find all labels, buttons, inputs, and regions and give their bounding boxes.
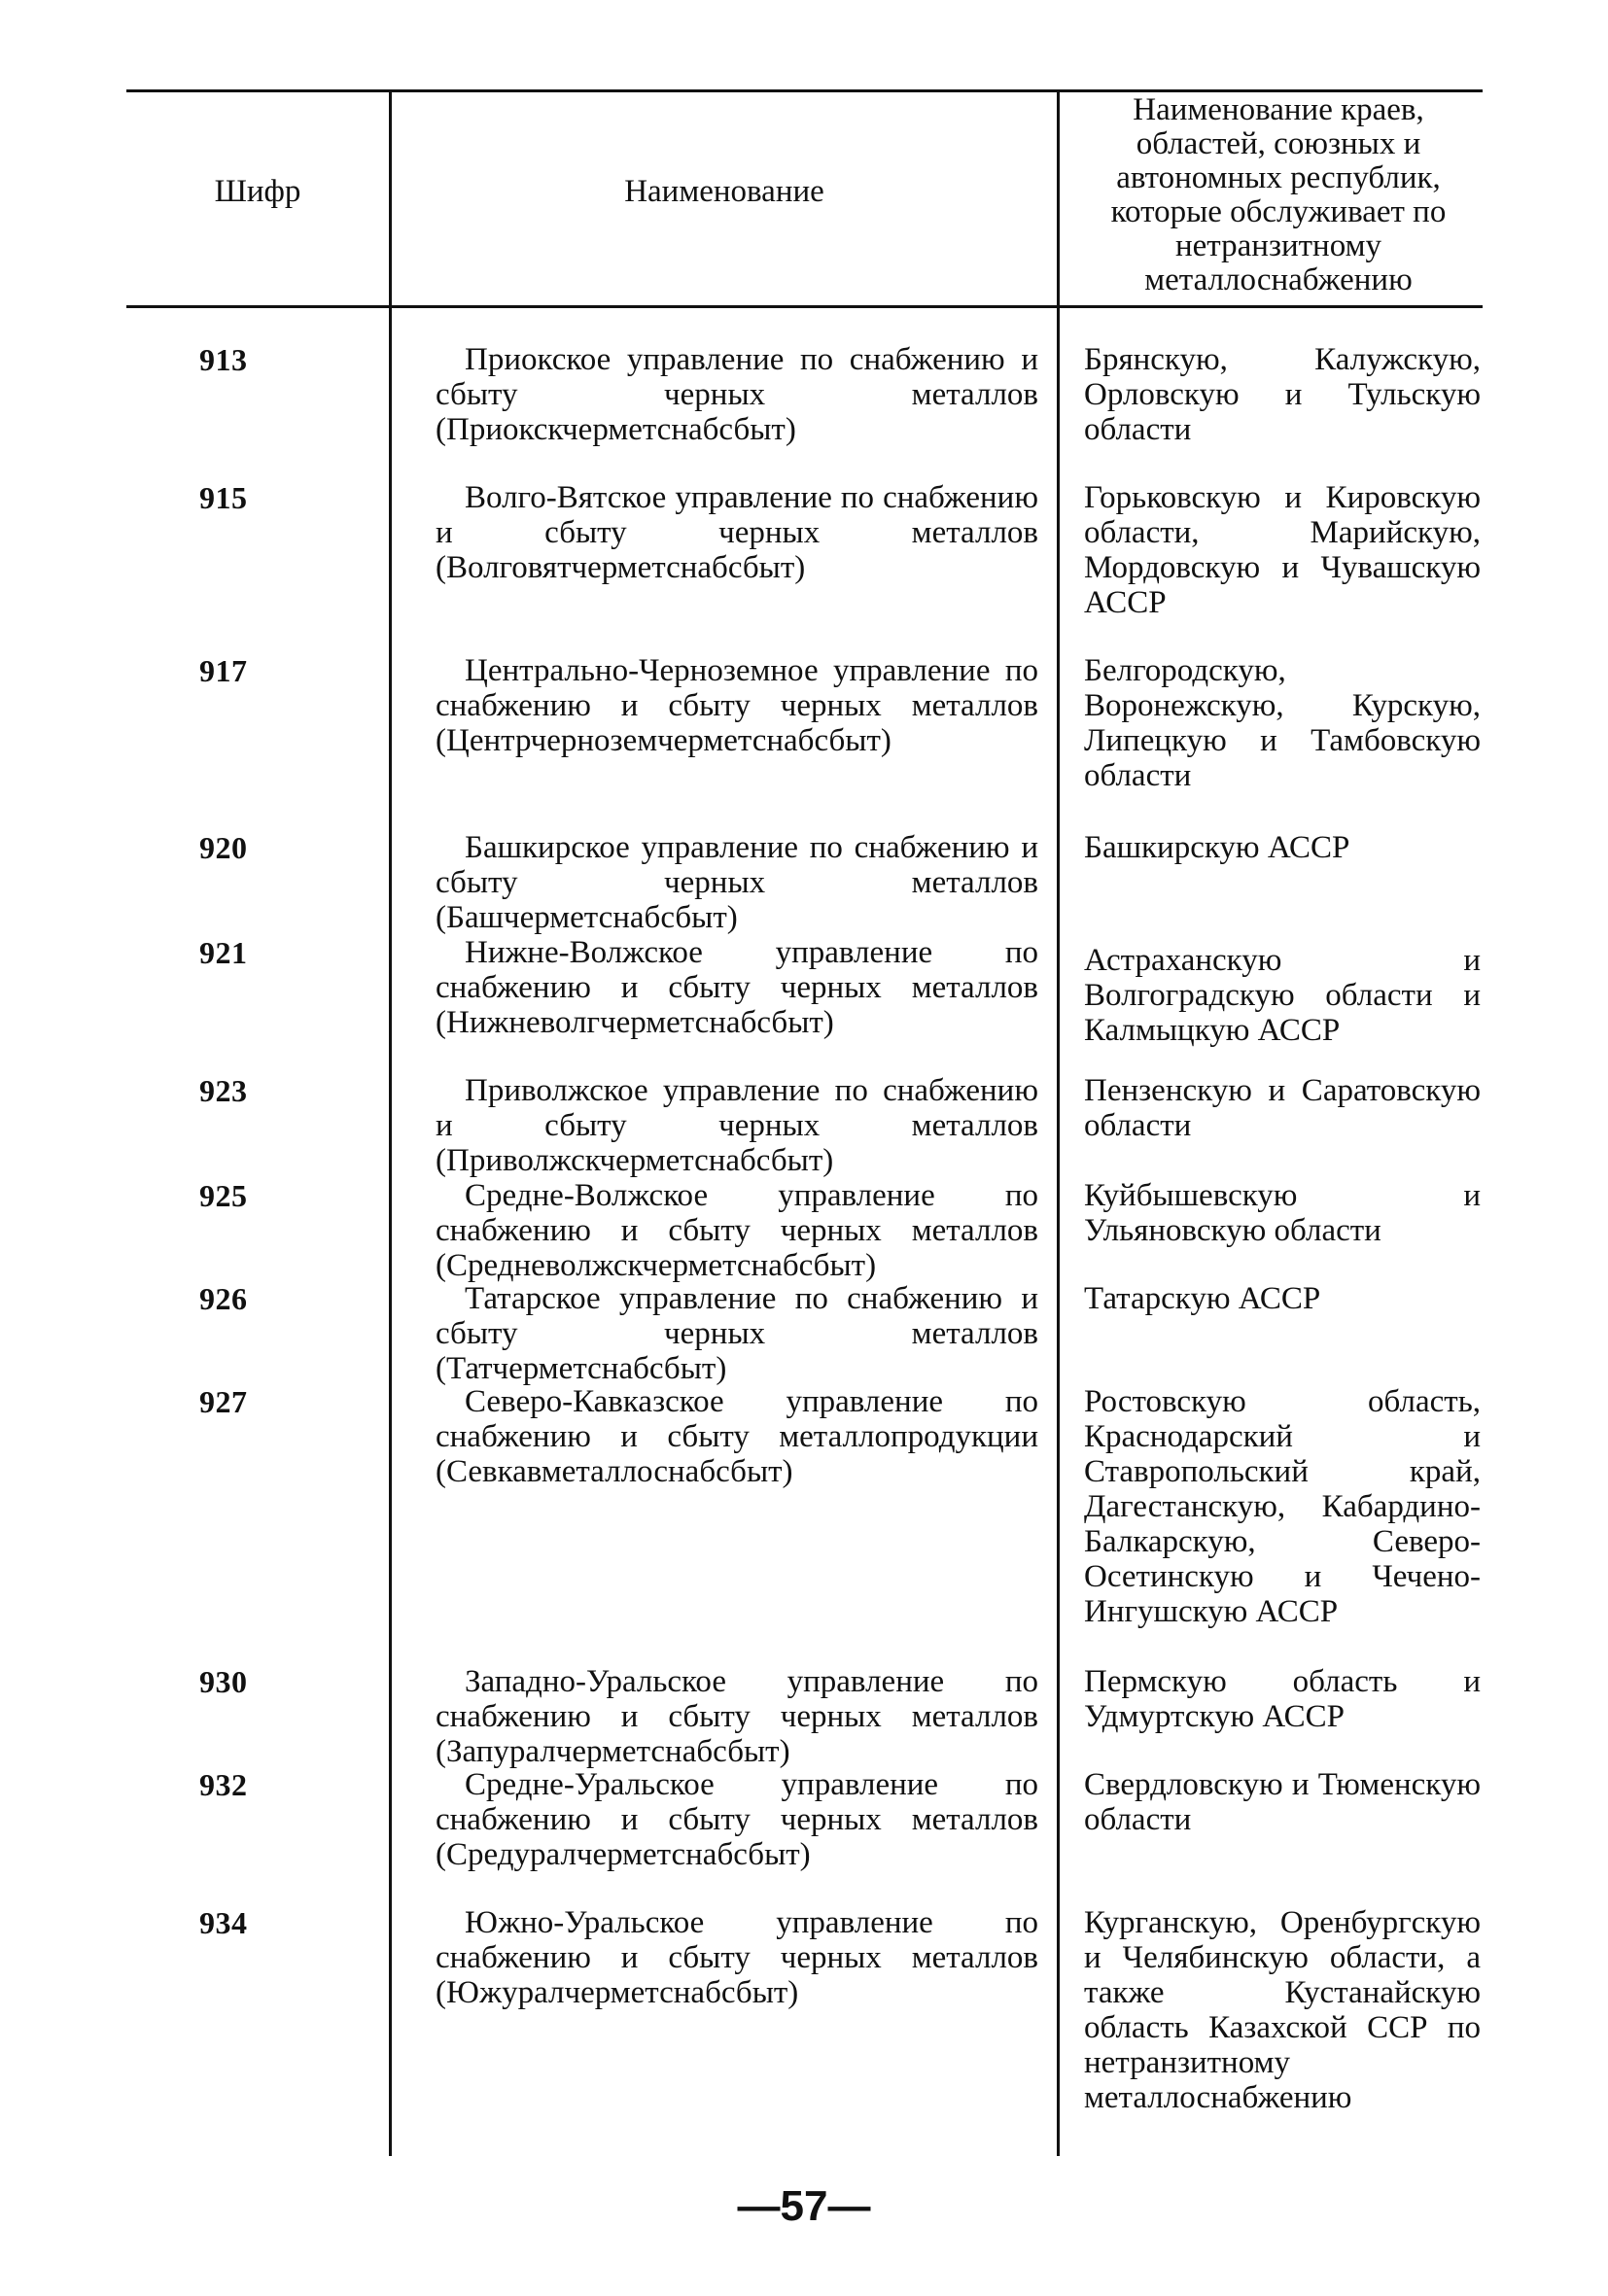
row-regions: Горьковскую и Кировскую области, Марийскую, Мордовскую и Чувашскую АССР (1084, 480, 1481, 620)
row-code: 920 (199, 830, 248, 865)
row-regions: Астраханскую и Волгоградскую области и Калмыцкую АССР (1084, 943, 1481, 1048)
header-name: Наименование (624, 174, 824, 209)
row-code: 917 (199, 653, 248, 688)
header-bottom-rule (126, 305, 1483, 308)
row-name: Приволжское управление по снабжению и сбыту черных металлов (Приволжскчерметснабсбыт) (436, 1073, 1038, 1178)
row-name: Северо-Кавказское управление по снабжению и сбыту металлопродукции (Севкавметаллоснабсбыт) (436, 1384, 1038, 1489)
column-divider-left (389, 89, 392, 2156)
row-regions: Башкирскую АССР (1084, 830, 1350, 865)
row-name: Средне-Волжское управление по снабжению и сбыту черных металлов (Средневолжскчерметснабсбыт) (436, 1178, 1038, 1283)
row-code: 932 (199, 1767, 248, 1802)
row-regions: Пермскую область и Удмуртскую АССР (1084, 1664, 1481, 1734)
row-code: 925 (199, 1178, 248, 1213)
row-name: Татарское управление по снабжению и сбыту черных металлов (Татчерметснабсбыт) (436, 1281, 1038, 1386)
column-divider-right (1057, 89, 1060, 2156)
row-name: Западно-Уральское управление по снабжению и сбыту черных металлов (Запуралчерметснабсбыт) (436, 1664, 1038, 1769)
page-number: —57— (737, 2182, 871, 2230)
row-regions: Ростовскую область, Краснодарский и Ставропольский край, Дагестанскую, Кабардино-Балкарскую, Северо-Осетинскую и Чечено-Ингушскую АССР (1084, 1384, 1481, 1629)
row-regions: Куйбышевскую и Ульяновскую области (1084, 1178, 1481, 1248)
row-code: 927 (199, 1384, 248, 1419)
row-name: Центрально-Черноземное управление по снабжению и сбыту черных металлов (Центрчерноземчерметснабсбыт) (436, 653, 1038, 758)
row-code: 921 (199, 935, 248, 970)
row-name: Волго-Вятское управление по снабжению и сбыту черных металлов (Волговятчерметснабсбыт) (436, 480, 1038, 585)
row-regions: Татарскую АССР (1084, 1281, 1321, 1316)
row-regions: Свердловскую и Тюменскую области (1084, 1767, 1481, 1837)
row-name: Башкирское управление по снабжению и сбыту черных металлов (Башчерметснабсбыт) (436, 830, 1038, 935)
row-code: 926 (199, 1281, 248, 1316)
row-regions: Пензенскую и Саратовскую области (1084, 1073, 1481, 1143)
row-code: 934 (199, 1905, 248, 1940)
row-regions: Курганскую, Оренбургскую и Челябинскую области, а также Кустанайскую область Казахской ССР по нетранзитному металлоснабжению (1084, 1905, 1481, 2115)
header-code: Шифр (214, 174, 301, 209)
row-name: Нижне-Волжское управление по снабжению и сбыту черных металлов (Нижневолгчерметснабсбыт) (436, 935, 1038, 1040)
header-regions: Наименование краев, областей, союзных и автономных республик, которые обслуживает по нетранзитному металлоснабжению (1110, 92, 1447, 297)
row-code: 930 (199, 1664, 248, 1699)
row-name: Южно-Уральское управление по снабжению и сбыту черных металлов (Южуралчерметснабсбыт) (436, 1905, 1038, 2010)
row-code: 923 (199, 1073, 248, 1108)
row-code: 913 (199, 342, 248, 377)
row-regions: Белгородскую, Воронежскую, Курскую, Липецкую и Тамбовскую области (1084, 653, 1481, 793)
row-regions: Брянскую, Калужскую, Орловскую и Тульскую области (1084, 342, 1481, 447)
row-code: 915 (199, 480, 248, 515)
row-name: Средне-Уральское управление по снабжению и сбыту черных металлов (Средуралчерметснабсбыт) (436, 1767, 1038, 1872)
row-name: Приокское управление по снабжению и сбыту черных металлов (Приокскчерметснабсбыт) (436, 342, 1038, 447)
